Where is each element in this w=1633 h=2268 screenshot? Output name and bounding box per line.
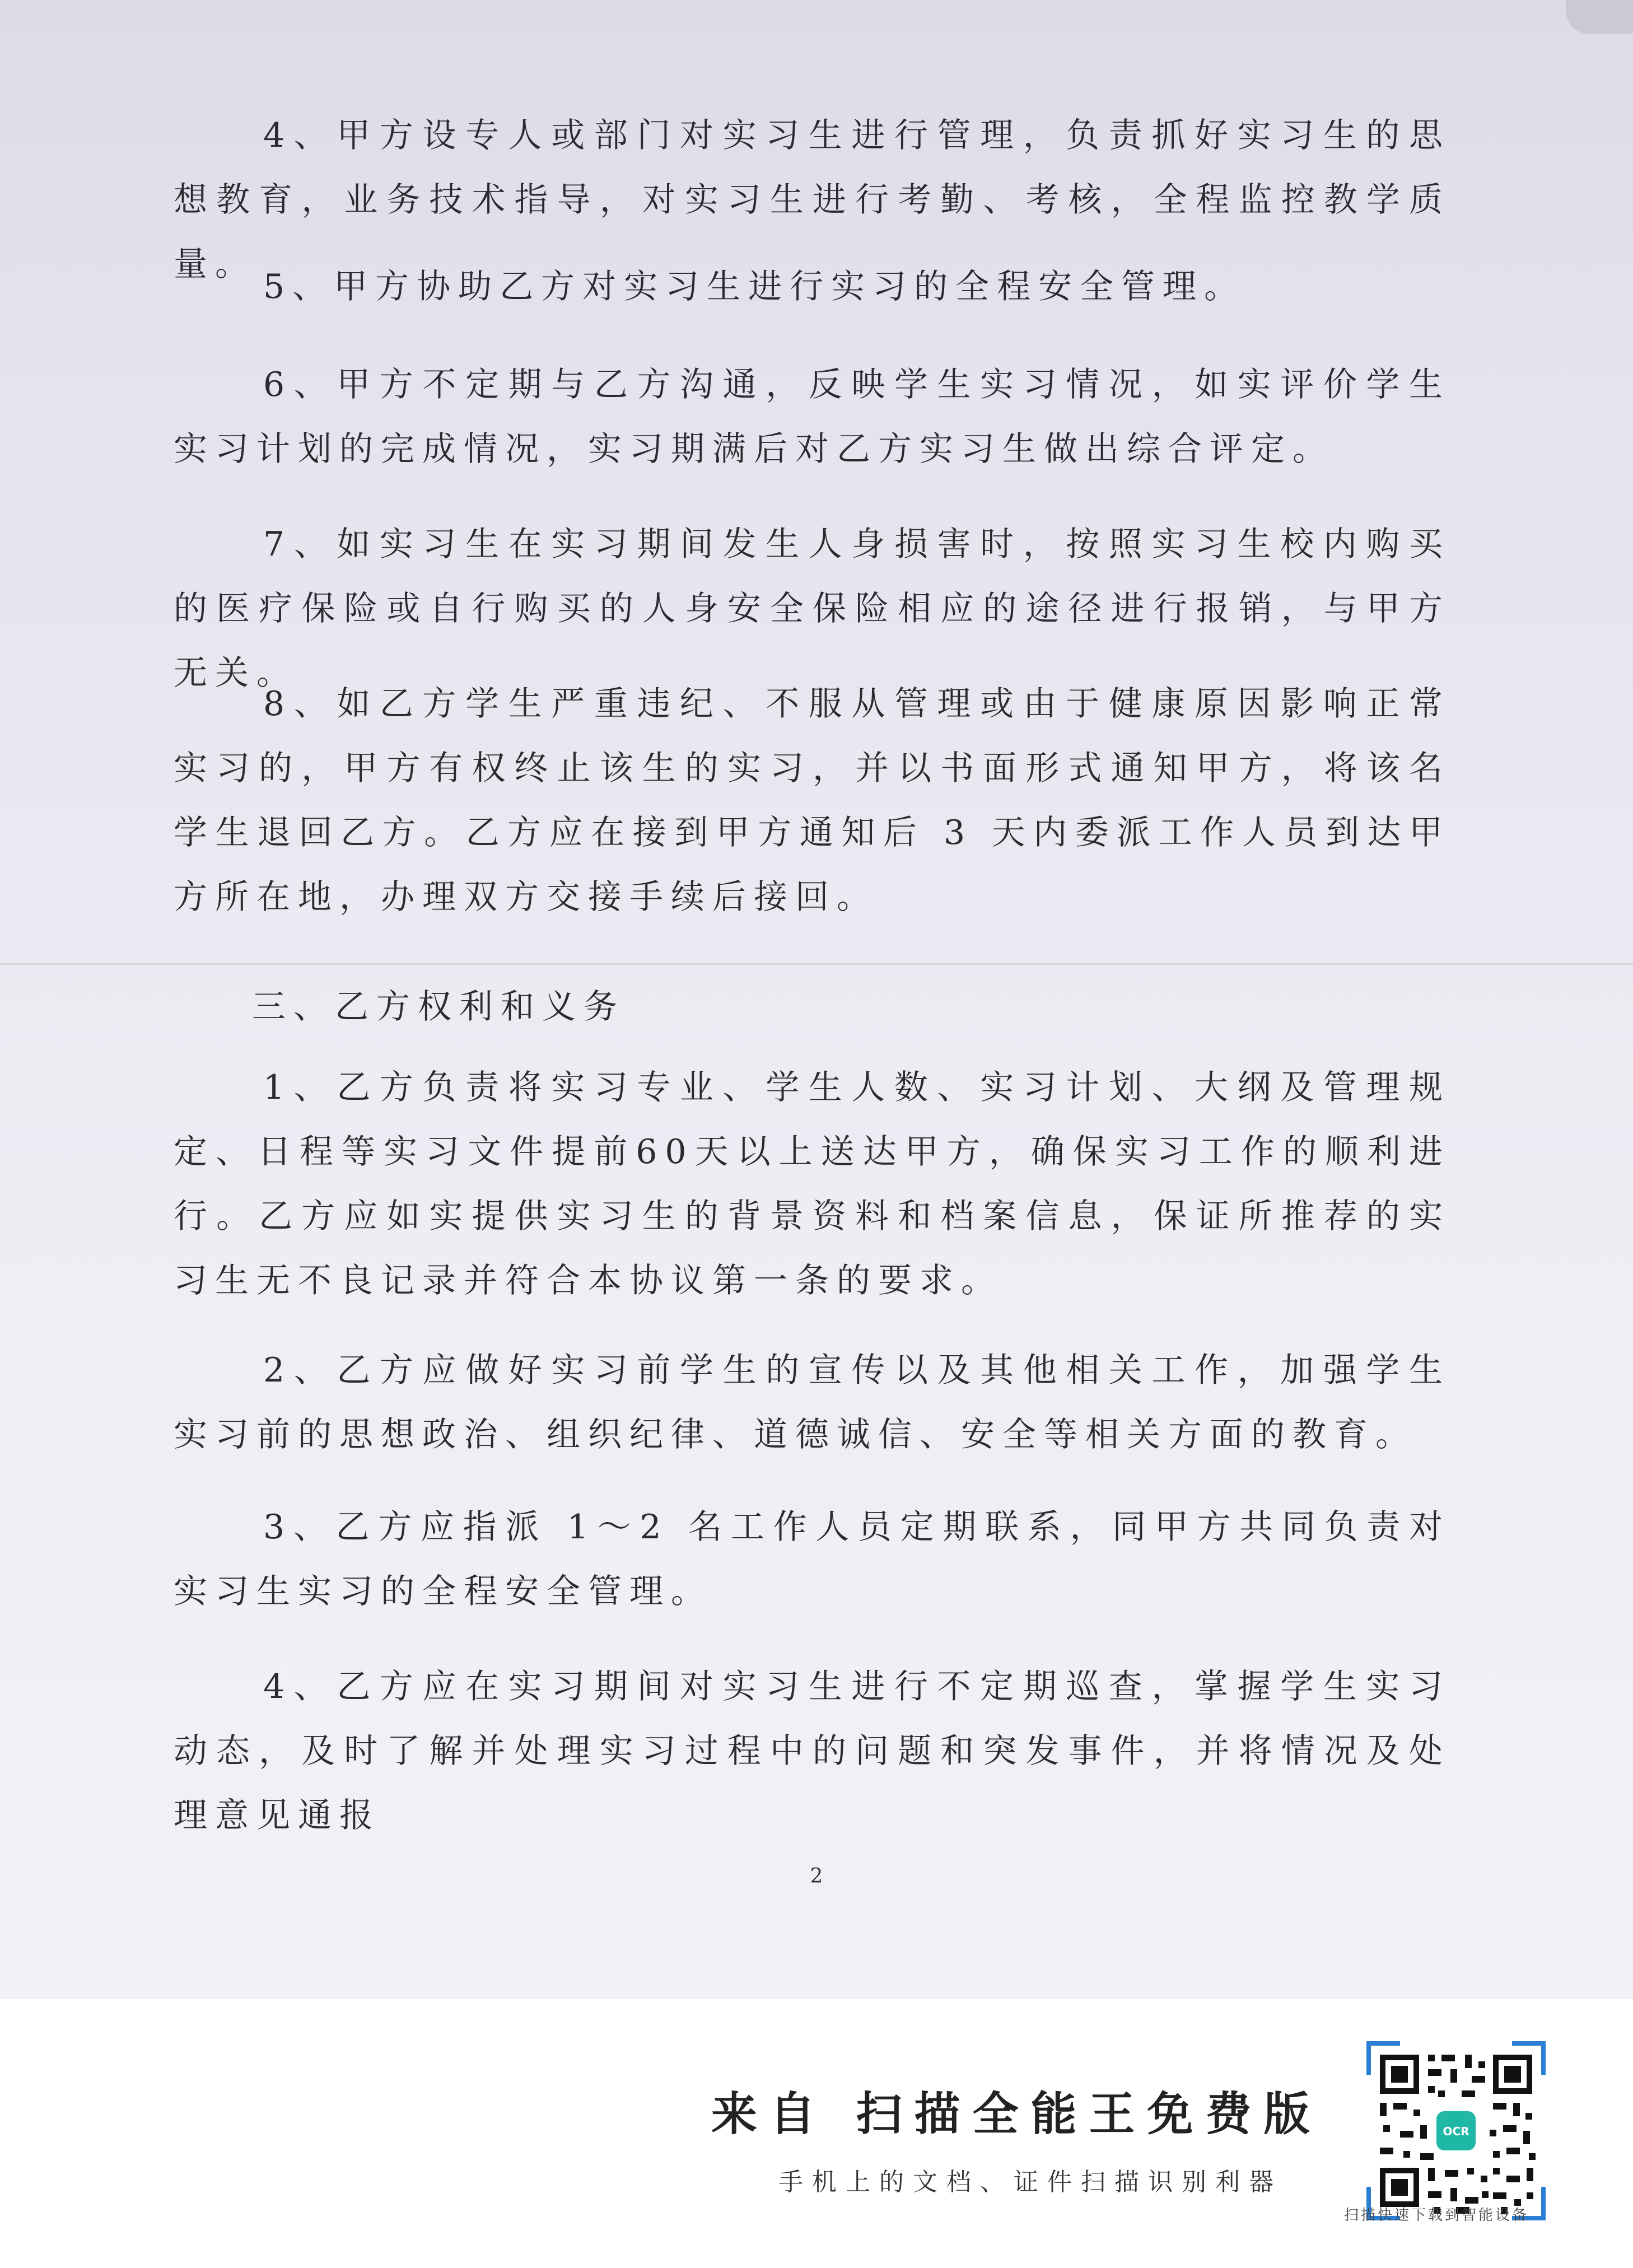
qr-caption: 扫描快速下载到智能设备 xyxy=(1344,2207,1529,2224)
clause-a4: 4、甲方设专人或部门对实习生进行管理，负责抓好实习生的思想教育，业务技术指导，对实习生进行考勤、考核，全程监控教学质量。 xyxy=(174,116,1450,284)
clause-b4: 4、乙方应在实习期间对实习生进行不定期巡查，掌握学生实习动态，及时了解并处理实习过程中的问题和突发事件，并将情况及处理意见通报 xyxy=(174,1667,1450,1835)
qr-badge-text: OCR xyxy=(1443,2125,1469,2138)
watermark-title: 来自 扫描全能王免费版 xyxy=(711,2087,1322,2141)
page-corner-shadow xyxy=(1566,0,1633,34)
clause-b3: 3、乙方应指派 1～2 名工作人员定期联系，同甲方共同负责对实习生实习的全程安全管理。 xyxy=(174,1508,1450,1611)
clause-a8: 8、如乙方学生严重违纪、不服从管理或由于健康原因影响正常实习的，甲方有权终止该生的实习，并以书面形式通知甲方，将该名学生退回乙方。乙方应在接到甲方通知后 3 天内委派工作人员到达甲方所在地，办理双方交接手续后接回。 xyxy=(174,684,1450,917)
page-number: 2 xyxy=(810,1865,823,1888)
paper-fold-line xyxy=(0,963,1633,967)
clause-a7: 7、如实习生在实习期间发生人身损害时，按照实习生校内购买的医疗保险或自行购买的人身安全保险相应的途径进行报销，与甲方无关。 xyxy=(174,525,1450,693)
section-heading: 三、乙方权利和义务 xyxy=(252,987,625,1026)
clause-a5: 5、甲方协助乙方对实习生进行实习的全程安全管理。 xyxy=(263,267,1246,306)
watermark-subtitle: 手机上的文档、证件扫描识别利器 xyxy=(778,2168,1282,2196)
scanner-watermark-footer xyxy=(0,1999,1633,2268)
clause-a6: 6、甲方不定期与乙方沟通，反映学生实习情况，如实评价学生实习计划的完成情况，实习期满后对乙方实习生做出综合评定。 xyxy=(174,365,1450,469)
qr-code-icon[interactable] xyxy=(1366,2041,1546,2220)
clause-b1: 1、乙方负责将实习专业、学生人数、实习计划、大纲及管理规定、日程等实习文件提前60天以上送达甲方，确保实习工作的顺利进行。乙方应如实提供实习生的背景资料和档案信息，保证所推荐的实习生无不良记录并符合本协议第一条的要求。 xyxy=(174,1068,1450,1300)
clause-b2: 2、乙方应做好实习前学生的宣传以及其他相关工作，加强学生实习前的思想政治、组织纪律、道德诚信、安全等相关方面的教育。 xyxy=(174,1351,1450,1454)
